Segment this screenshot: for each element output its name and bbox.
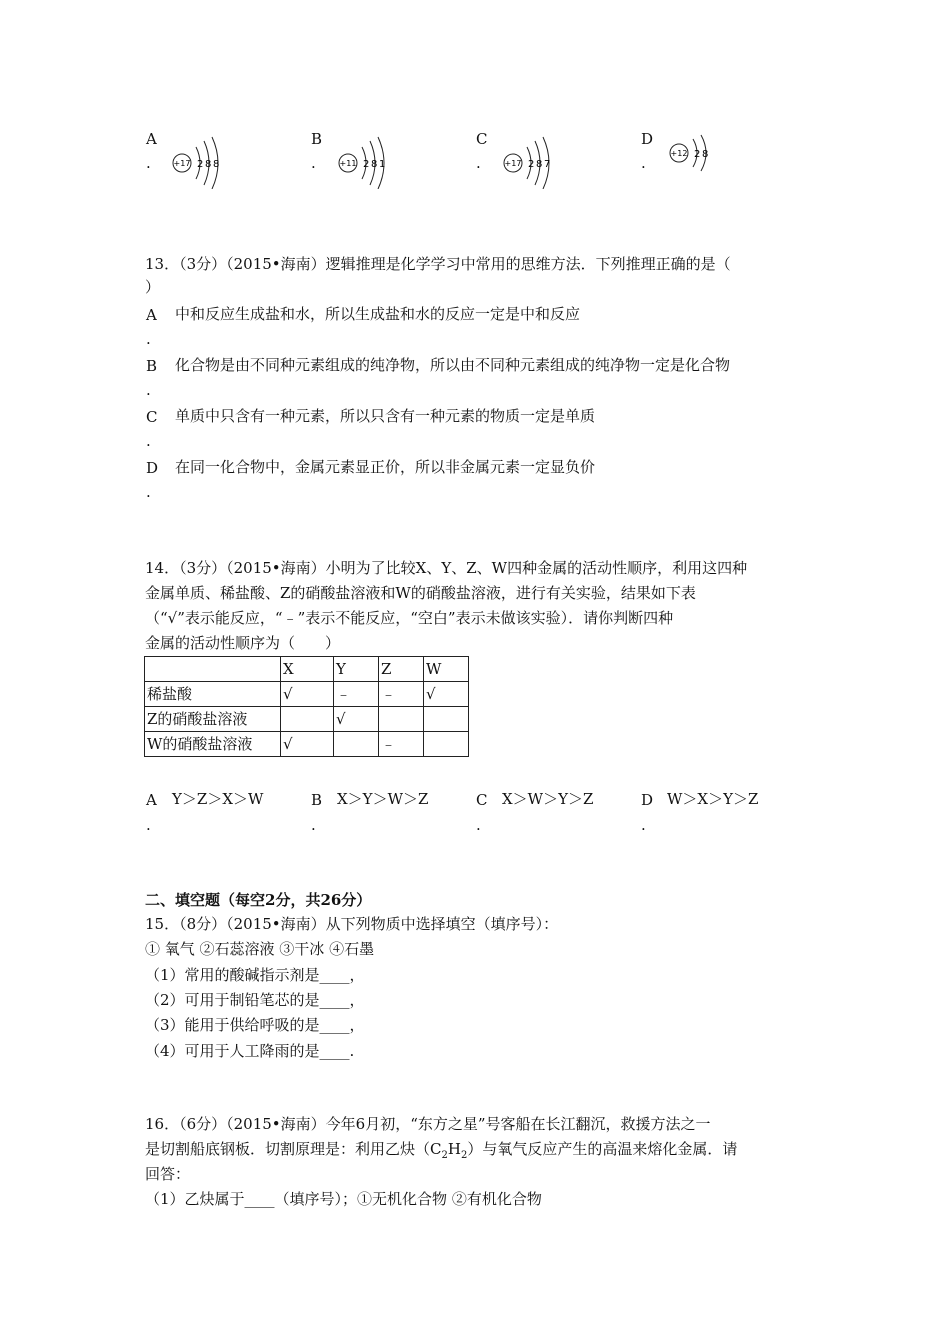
shell-count: 7 <box>544 159 551 170</box>
table-cell: Y <box>334 657 379 682</box>
option-dot: . <box>146 154 151 172</box>
option-dot: . <box>476 154 481 172</box>
option-dot: . <box>146 816 151 834</box>
q14-option-c-text: X＞W＞Y＞Z <box>502 790 594 808</box>
q13-stem-line2: ） <box>145 278 161 296</box>
option-letter-a: A <box>146 130 157 148</box>
nucleus-label: +11 <box>339 159 357 168</box>
q16-line2-post: ）与氧气反应产生的高温来熔化金属．请 <box>467 1140 738 1158</box>
table-row <box>145 682 469 707</box>
q16-line2-pre: 是切割船底钢板．切割原理是：利用乙炔（C <box>145 1140 442 1158</box>
q15-item: （2）可用于制铅笔芯的是____， <box>145 991 365 1009</box>
q15-item: （3）能用于供给呼吸的是____， <box>145 1016 365 1034</box>
table-cell: W <box>424 657 469 682</box>
table-row <box>145 732 469 757</box>
q16-line1: 16．（6分）（2015•海南）今年6月初，“东方之星”号客船在长江翻沉，救援方法之一 <box>145 1115 711 1133</box>
table-cell: W的硝酸盐溶液 <box>145 732 281 757</box>
option-letter-d: D <box>641 791 654 809</box>
q14-option-d-text: W＞X＞Y＞Z <box>667 790 759 808</box>
shell-count: 8 <box>371 159 378 170</box>
shell-count: 2 <box>197 159 204 170</box>
q13-option-c-text: 单质中只含有一种元素，所以只含有一种元素的物质一定是单质 <box>175 407 596 425</box>
table-cell: ﹣ <box>379 682 424 707</box>
option-letter-c: C <box>476 791 488 809</box>
experiment-table <box>144 656 469 757</box>
shell-count: 8 <box>702 149 709 160</box>
table-cell: √ <box>334 707 379 732</box>
q14-stem-line: 14．（3分）（2015•海南）小明为了比较X、Y、Z、W四种金属的活动性顺序，利用这四种 <box>145 559 748 577</box>
q14-option-a-text: Y＞Z＞X＞W <box>172 790 264 808</box>
table-cell: √ <box>424 682 469 707</box>
shell-count: 2 <box>528 159 535 170</box>
option-dot: . <box>146 381 151 399</box>
table-cell <box>145 657 281 682</box>
q16-item: （1）乙炔属于____（填序号）；①无机化合物 ②有机化合物 <box>145 1190 542 1208</box>
table-cell: Z的硝酸盐溶液 <box>145 707 281 732</box>
q14-stem-line: 金属的活动性顺序为（ ） <box>145 634 341 652</box>
option-dot: . <box>146 432 151 450</box>
option-letter-d: D <box>641 130 654 148</box>
table-header-row <box>145 657 469 682</box>
table-cell: √ <box>281 682 334 707</box>
option-dot: . <box>146 330 151 348</box>
table-cell <box>281 707 334 732</box>
table-cell <box>424 707 469 732</box>
q15-item: （1）常用的酸碱指示剂是____， <box>145 966 365 984</box>
q14-stem-line: （“√”表示能反应，“﹣”表示不能反应，“空白”表示未做该实验）．请你判断四种 <box>145 609 674 627</box>
shell-count: 8 <box>536 159 543 170</box>
section-title: 二、填空题（每空2分，共26分） <box>145 891 372 909</box>
q15-choices: ① 氧气 ②石蕊溶液 ③干冰 ④石墨 <box>145 940 375 958</box>
q16-line2-mid: H <box>447 1140 461 1158</box>
table-cell: X <box>281 657 334 682</box>
q16-line2 <box>145 1138 737 1167</box>
option-letter-d: D <box>146 459 159 477</box>
subscript: 2 <box>441 1150 448 1161</box>
q14-stem-line: 金属单质、稀盐酸、Z的硝酸盐溶液和W的硝酸盐溶液，进行有关实验，结果如下表 <box>145 584 696 602</box>
table-cell <box>379 707 424 732</box>
shell-count: 2 <box>694 149 701 160</box>
option-dot: . <box>641 816 646 834</box>
shell-count: 8 <box>213 159 220 170</box>
option-dot: . <box>476 816 481 834</box>
option-letter-b: B <box>146 357 158 375</box>
q16-line3: 回答： <box>145 1165 191 1183</box>
table-cell: ﹣ <box>334 682 379 707</box>
atom-diagram-c <box>501 133 563 189</box>
shell-count: 2 <box>363 159 370 170</box>
option-letter-c: C <box>146 408 158 426</box>
shell-count: 1 <box>379 159 386 170</box>
option-dot: . <box>311 816 316 834</box>
table-cell: 稀盐酸 <box>145 682 281 707</box>
table-cell <box>424 732 469 757</box>
table-cell: Z <box>379 657 424 682</box>
option-dot: . <box>146 483 151 501</box>
shell-count: 8 <box>205 159 212 170</box>
table-row <box>145 707 469 732</box>
option-letter-a: A <box>146 791 157 809</box>
q15-item: （4）可用于人工降雨的是____. <box>145 1042 355 1060</box>
table-cell: ﹣ <box>379 732 424 757</box>
nucleus-label: +17 <box>173 159 191 168</box>
option-letter-b: B <box>311 130 323 148</box>
atom-diagram-b <box>336 133 398 189</box>
atom-diagram-d <box>667 133 719 177</box>
table-cell: √ <box>281 732 334 757</box>
table-cell <box>334 732 379 757</box>
q13-option-a-text: 中和反应生成盐和水，所以生成盐和水的反应一定是中和反应 <box>175 305 581 323</box>
option-dot: . <box>641 154 646 172</box>
option-letter-b: B <box>311 791 323 809</box>
q13-option-b-text: 化合物是由不同种元素组成的纯净物，所以由不同种元素组成的纯净物一定是化合物 <box>175 356 731 374</box>
option-dot: . <box>311 154 316 172</box>
subscript: 2 <box>460 1150 468 1161</box>
q13-stem-line1: 13．（3分）（2015•海南）逻辑推理是化学学习中常用的思维方法．下列推理正确的是（ <box>145 255 731 273</box>
atom-diagram-a <box>170 133 232 189</box>
nucleus-label: +17 <box>504 159 522 168</box>
option-letter-a: A <box>146 306 157 324</box>
option-letter-c: C <box>476 130 488 148</box>
q15-stem: 15．（8分）（2015•海南）从下列物质中选择填空（填序号）： <box>145 915 559 933</box>
nucleus-label: +12 <box>670 149 688 158</box>
q14-option-b-text: X＞Y＞W＞Z <box>337 790 429 808</box>
q13-option-d-text: 在同一化合物中，金属元素显正价，所以非金属元素一定显负价 <box>175 458 596 476</box>
